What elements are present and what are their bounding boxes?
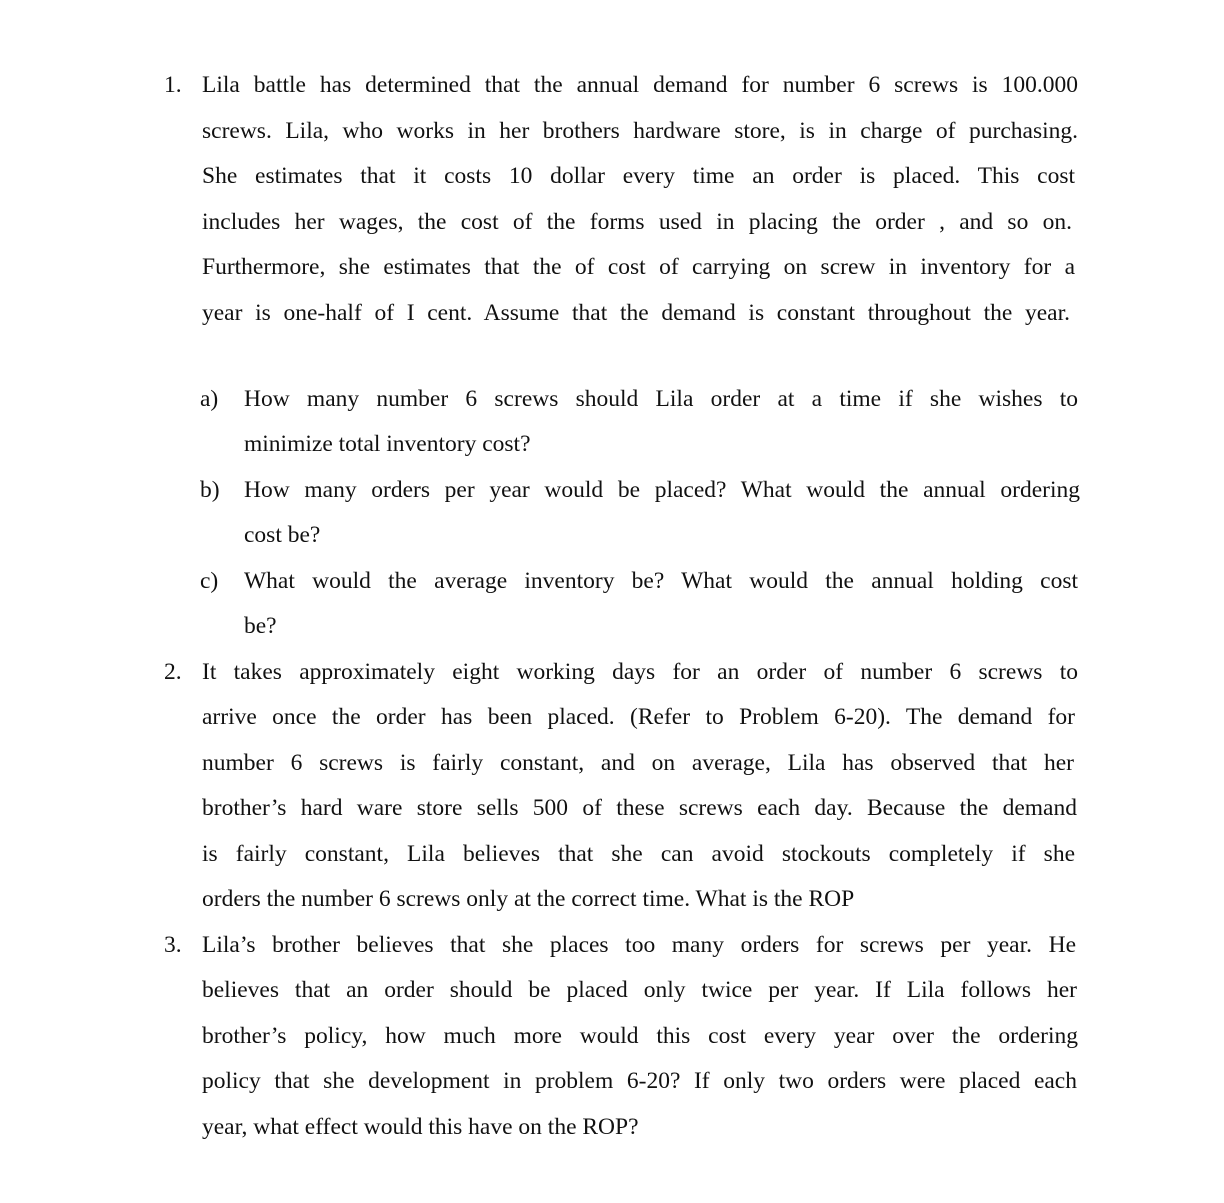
question-number: 1. [164,72,182,98]
question-number: 3. [164,932,182,958]
question-text-line: She estimates that it costs 10 dollar every time an order is placed. This cost [202,163,1075,189]
question-text-line: orders the number 6 screws only at the correct time. What is the ROP [202,886,855,912]
question-text-line: year is one-half of I cent. Assume that the demand is constant throughout the year. [202,300,1070,326]
subpart-text-line: be? [244,613,277,639]
question-text-line: brother’s policy, how much more would this cost every year over the ordering [202,1023,1078,1049]
question-text-line: screws. Lila, who works in her brothers hardware store, is in charge of purchasing. [202,118,1078,144]
question-text-line: policy that she development in problem 6-20? If only two orders were placed each [202,1068,1077,1094]
subpart-text-line: How many orders per year would be placed? What would the annual ordering [244,477,1080,503]
question-text-line: brother’s hard ware store sells 500 of these screws each day. Because the demand [202,795,1077,821]
question-text-line: believes that an order should be placed only twice per year. If Lila follows her [202,977,1077,1003]
subpart-text-line: cost be? [244,522,321,548]
subpart-letter: c) [200,568,219,594]
question-text-line: Furthermore, she estimates that the of cost of carrying on screw in inventory for a [202,254,1075,280]
question-text-line: is fairly constant, Lila believes that she can avoid stockouts completely if she [202,841,1075,867]
question-text-line: Lila battle has determined that the annual demand for number 6 screws is 100.000 [202,72,1078,98]
question-text-line: number 6 screws is fairly constant, and on average, Lila has observed that her [202,750,1074,776]
question-text-line: Lila’s brother believes that she places too many orders for screws per year. He [202,932,1076,958]
question-text-line: year, what effect would this have on the ROP? [202,1114,639,1140]
question-text-line: It takes approximately eight working days for an order of number 6 screws to [202,659,1078,685]
subpart-text-line: What would the average inventory be? What would the annual holding cost [244,568,1078,594]
subpart-letter: b) [200,477,220,503]
subpart-text-line: minimize total inventory cost? [244,431,531,457]
question-number: 2. [164,659,182,685]
subpart-letter: a) [200,386,219,412]
question-text-line: includes her wages, the cost of the forms used in placing the order , and so on. [202,209,1072,235]
question-text-line: arrive once the order has been placed. (Refer to Problem 6-20). The demand for [202,704,1075,730]
subpart-text-line: How many number 6 screws should Lila order at a time if she wishes to [244,386,1078,412]
